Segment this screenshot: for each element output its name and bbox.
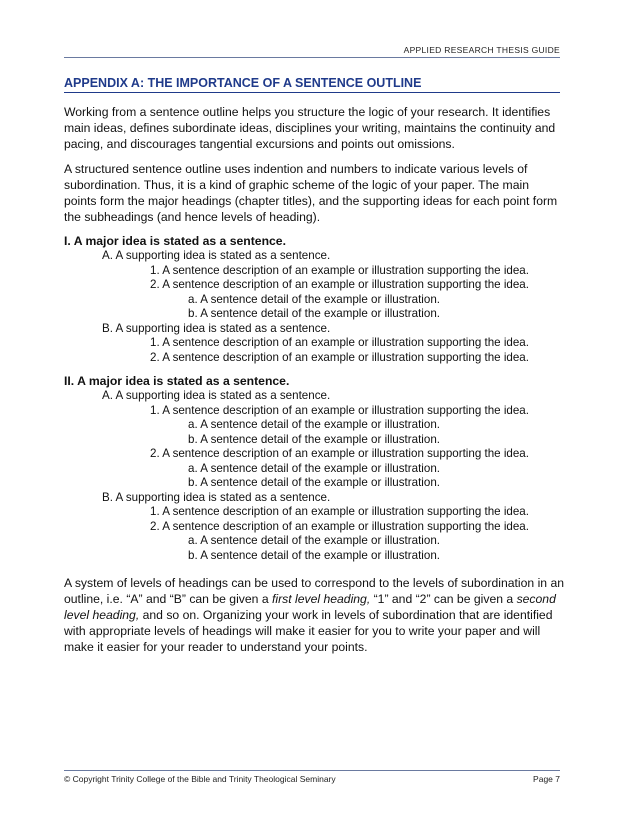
closing-text: A system of levels of headings can be used to correspond to the levels of subordination in an outline, i.e. “A” and “B” can be given a	[64, 576, 564, 606]
outline-example: 2. A sentence description of an example or illustration supporting the idea.	[150, 278, 529, 291]
outline-supporting-idea: B. A supporting idea is stated as a sentence.	[102, 490, 331, 504]
closing-text: “1” and “2” can be given a	[370, 592, 517, 606]
outline-detail: a. A sentence detail of the example or illustration.	[188, 534, 440, 547]
closing-paragraph	[64, 575, 564, 655]
page-number: Page 7	[533, 774, 560, 784]
footer-copyright: © Copyright Trinity College of the Bible and Trinity Theological Seminary	[64, 774, 336, 784]
closing-emphasis: first level heading,	[271, 592, 371, 606]
intro-paragraph: Working from a sentence outline helps you structure the logic of your research. It identifies main ideas, defines subordinate ideas, disciplines your writing, maintains the continuity and pacing, and discourages tangential excursions and points out omissions.	[64, 105, 556, 151]
outline-detail: a. A sentence detail of the example or illustration.	[188, 461, 440, 475]
outline-supporting-idea: B. A supporting idea is stated as a sentence.	[102, 321, 331, 335]
outline-example: 2. A sentence description of an example or illustration supporting the idea.	[150, 447, 529, 460]
header-rule	[64, 57, 560, 58]
outline-detail: b. A sentence detail of the example or illustration.	[188, 548, 440, 562]
closing-emphasis: second level heading,	[64, 592, 556, 622]
outline-example: 2. A sentence description of an example or illustration supporting the idea.	[150, 350, 529, 364]
closing-text: and so on. Organizing your work in levels of subordination that are identified with appropriate levels of headings will make it easier for you to write your paper and will make it easier for your reader to understand your points.	[64, 608, 553, 654]
outline-example: 1. A sentence description of an example or illustration supporting the idea.	[150, 505, 529, 518]
outline-example: 1. A sentence description of an example or illustration supporting the idea.	[150, 336, 529, 349]
running-head: APPLIED RESEARCH THESIS GUIDE	[403, 45, 560, 55]
outline-detail: b. A sentence detail of the example or illustration.	[188, 432, 440, 446]
outline-detail: a. A sentence detail of the example or illustration.	[188, 418, 440, 431]
outline-section	[64, 374, 564, 563]
outline-supporting-idea: A. A supporting idea is stated as a sentence.	[102, 249, 331, 262]
outline-example: 1. A sentence description of an example or illustration supporting the idea.	[150, 263, 529, 277]
footer-rule	[64, 770, 560, 771]
outline-section	[64, 234, 564, 365]
appendix-title: APPENDIX A: THE IMPORTANCE OF A SENTENCE OUTLINE	[64, 76, 422, 90]
outline-example: 2. A sentence description of an example or illustration supporting the idea.	[150, 519, 529, 533]
outline-supporting-idea: A. A supporting idea is stated as a sentence.	[102, 389, 331, 402]
outline-example: 1. A sentence description of an example or illustration supporting the idea.	[150, 403, 529, 417]
outline-detail: b. A sentence detail of the example or illustration.	[188, 307, 440, 320]
outline-main-point: I. A major idea is stated as a sentence.	[64, 234, 286, 248]
outline-main-point: II. A major idea is stated as a sentence.	[64, 374, 290, 388]
title-rule	[64, 92, 560, 93]
outline-detail: b. A sentence detail of the example or illustration.	[188, 476, 440, 489]
document-body	[64, 104, 564, 664]
outline-detail: a. A sentence detail of the example or illustration.	[188, 292, 440, 306]
intro-paragraph: A structured sentence outline uses indention and numbers to indicate various levels of subordination. Thus, it is a kind of graphic scheme of the logic of your paper. The main points form the major headings (chapter titles), and the supporting ideas for each point form the subheadings (and hence levels of heading).	[64, 162, 558, 224]
